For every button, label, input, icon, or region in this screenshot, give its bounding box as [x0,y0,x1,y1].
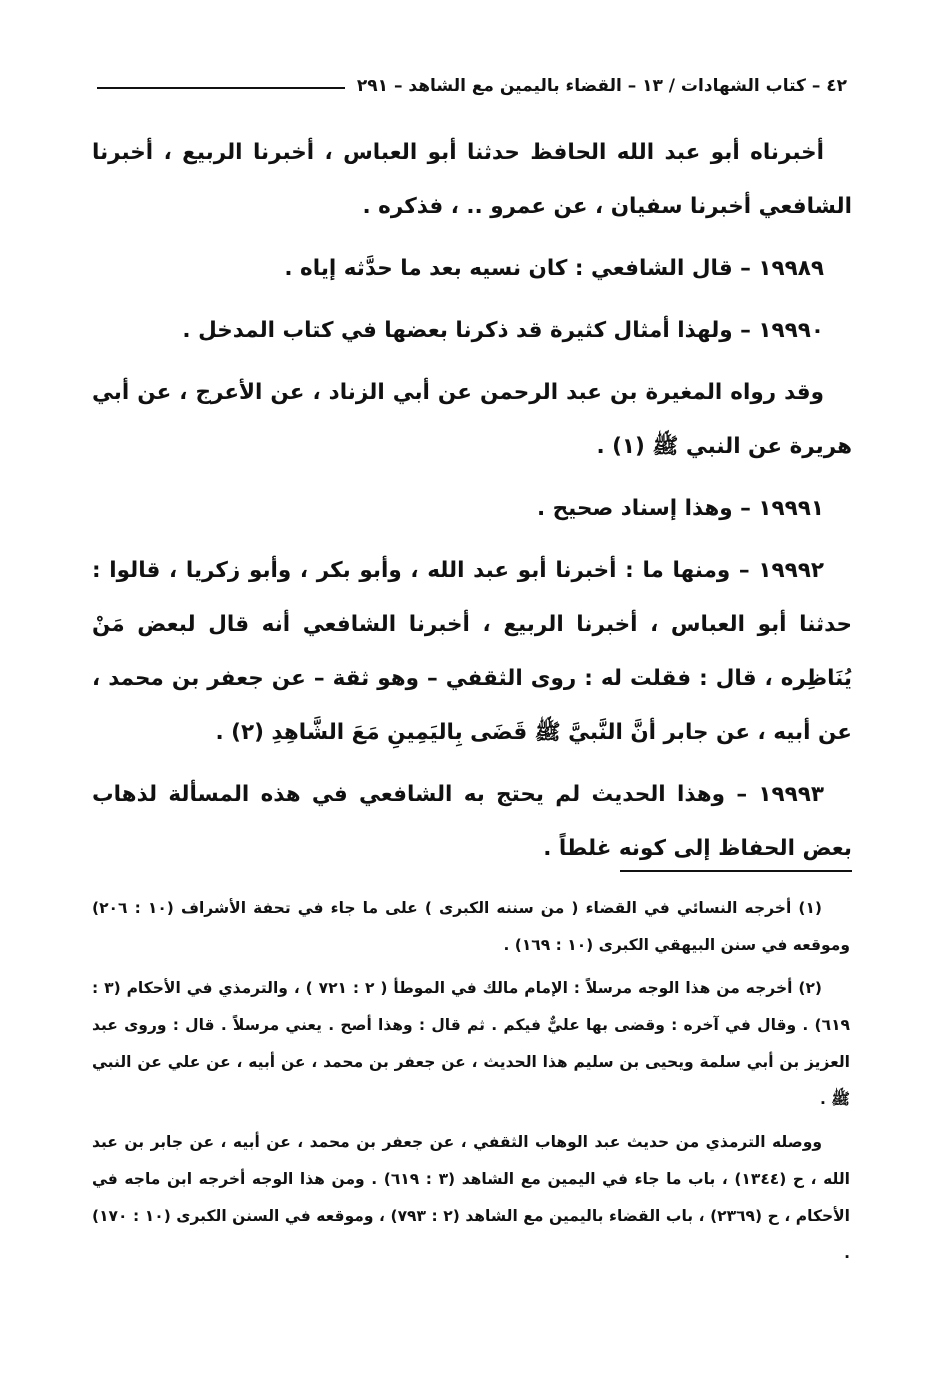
footnote-1: (١) أخرجه النسائي في القضاء ( من سننه الكبرى ) على ما جاء في تحفة الأشراف (١٠ : ٢٠٦) وموقعه في سنن البيهقي الكبرى (١٠ : ١٦٩) . [92,899,850,954]
paragraph-19992: ١٩٩٩٢ – ومنها ما : أخبرنا أبو عبد الله ، وأبو بكر ، وأبو زكريا ، قالوا : حدثنا أبو العباس ، أخبرنا الربيع ، أخبرنا الشافعي أنه قال لبعض مَنْ يُنَاظِره ، قال : فقلت له : روى الثقفي – وهو ثقة – عن جعفر بن محمد ، عن أبيه ، عن جابر أنَّ النَّبيَّ ﷺ قَضَى بِاليَمِينِ مَعَ الشَّاهِدِ (٢) . [92,558,852,745]
footnote-2-continued: ووصله الترمذي من حديث عبد الوهاب الثقفي ، عن جعفر بن محمد ، عن أبيه ، عن جابر بن عبد الله ، ح (١٣٤٤) ، باب ما جاء في اليمين مع الشاهد (٣ : ٦١٩) . ومن هذا الوجه أخرجه ابن ماجه في الأحكام ، ح (٢٣٦٩) ، باب القضاء باليمين مع الشاهد (٢ : ٧٩٣) ، وموقعه في السنن الكبرى (١٠ : ١٧٠) . [92,1133,850,1262]
paragraph-mughira: وقد رواه المغيرة بن عبد الرحمن عن أبي الزناد ، عن الأعرج ، عن أبي هريرة عن النبي ﷺ (١) . [92,380,852,459]
paragraph-isnad: أخبرناه أبو عبد الله الحافظ حدثنا أبو العباس ، أخبرنا الربيع ، أخبرنا الشافعي أخبرنا سفيان ، عن عمرو .. ، فذكره . [92,140,852,219]
footnote-2: (٢) أخرجه من هذا الوجه مرسلاً : الإمام مالك في الموطأ ( ٢ : ٧٢١ ) ، والترمذي في الأحكام (٣ : ٦١٩) . وقال في آخره : وقضى بها عليٌّ فيكم . ثم قال : وهذا أصح . يعني مرسلاً . قال : وروى عبد العزيز بن أبي سلمة ويحيى بن سليم هذا الحديث ، عن جعفر بن محمد ، عن أبيه ، عن علي عن النبي ﷺ . [92,979,850,1108]
footnotes [92,890,850,1278]
paragraph-19993: ١٩٩٩٣ – وهذا الحديث لم يحتج به الشافعي في هذه المسألة لذهاب بعض الحفاظ إلى كونه غلطاً . [92,782,852,861]
main-text [92,126,852,884]
paragraph-19991: ١٩٩٩١ – وهذا إسناد صحيح . [537,496,824,521]
paragraph-19990: ١٩٩٩٠ – ولهذا أمثال كثيرة قد ذكرنا بعضها في كتاب المدخل . [182,318,824,343]
header-rule [97,87,345,89]
footnote-separator [620,870,852,872]
running-title: ٤٢ – كتاب الشهادات / ١٣ – القضاء باليمين مع الشاهد – ٢٩١ [356,76,847,96]
running-header [97,66,847,106]
paragraph-19989: ١٩٩٨٩ – قال الشافعي : كان نسيه بعد ما حدَّثه إياه . [284,256,824,281]
